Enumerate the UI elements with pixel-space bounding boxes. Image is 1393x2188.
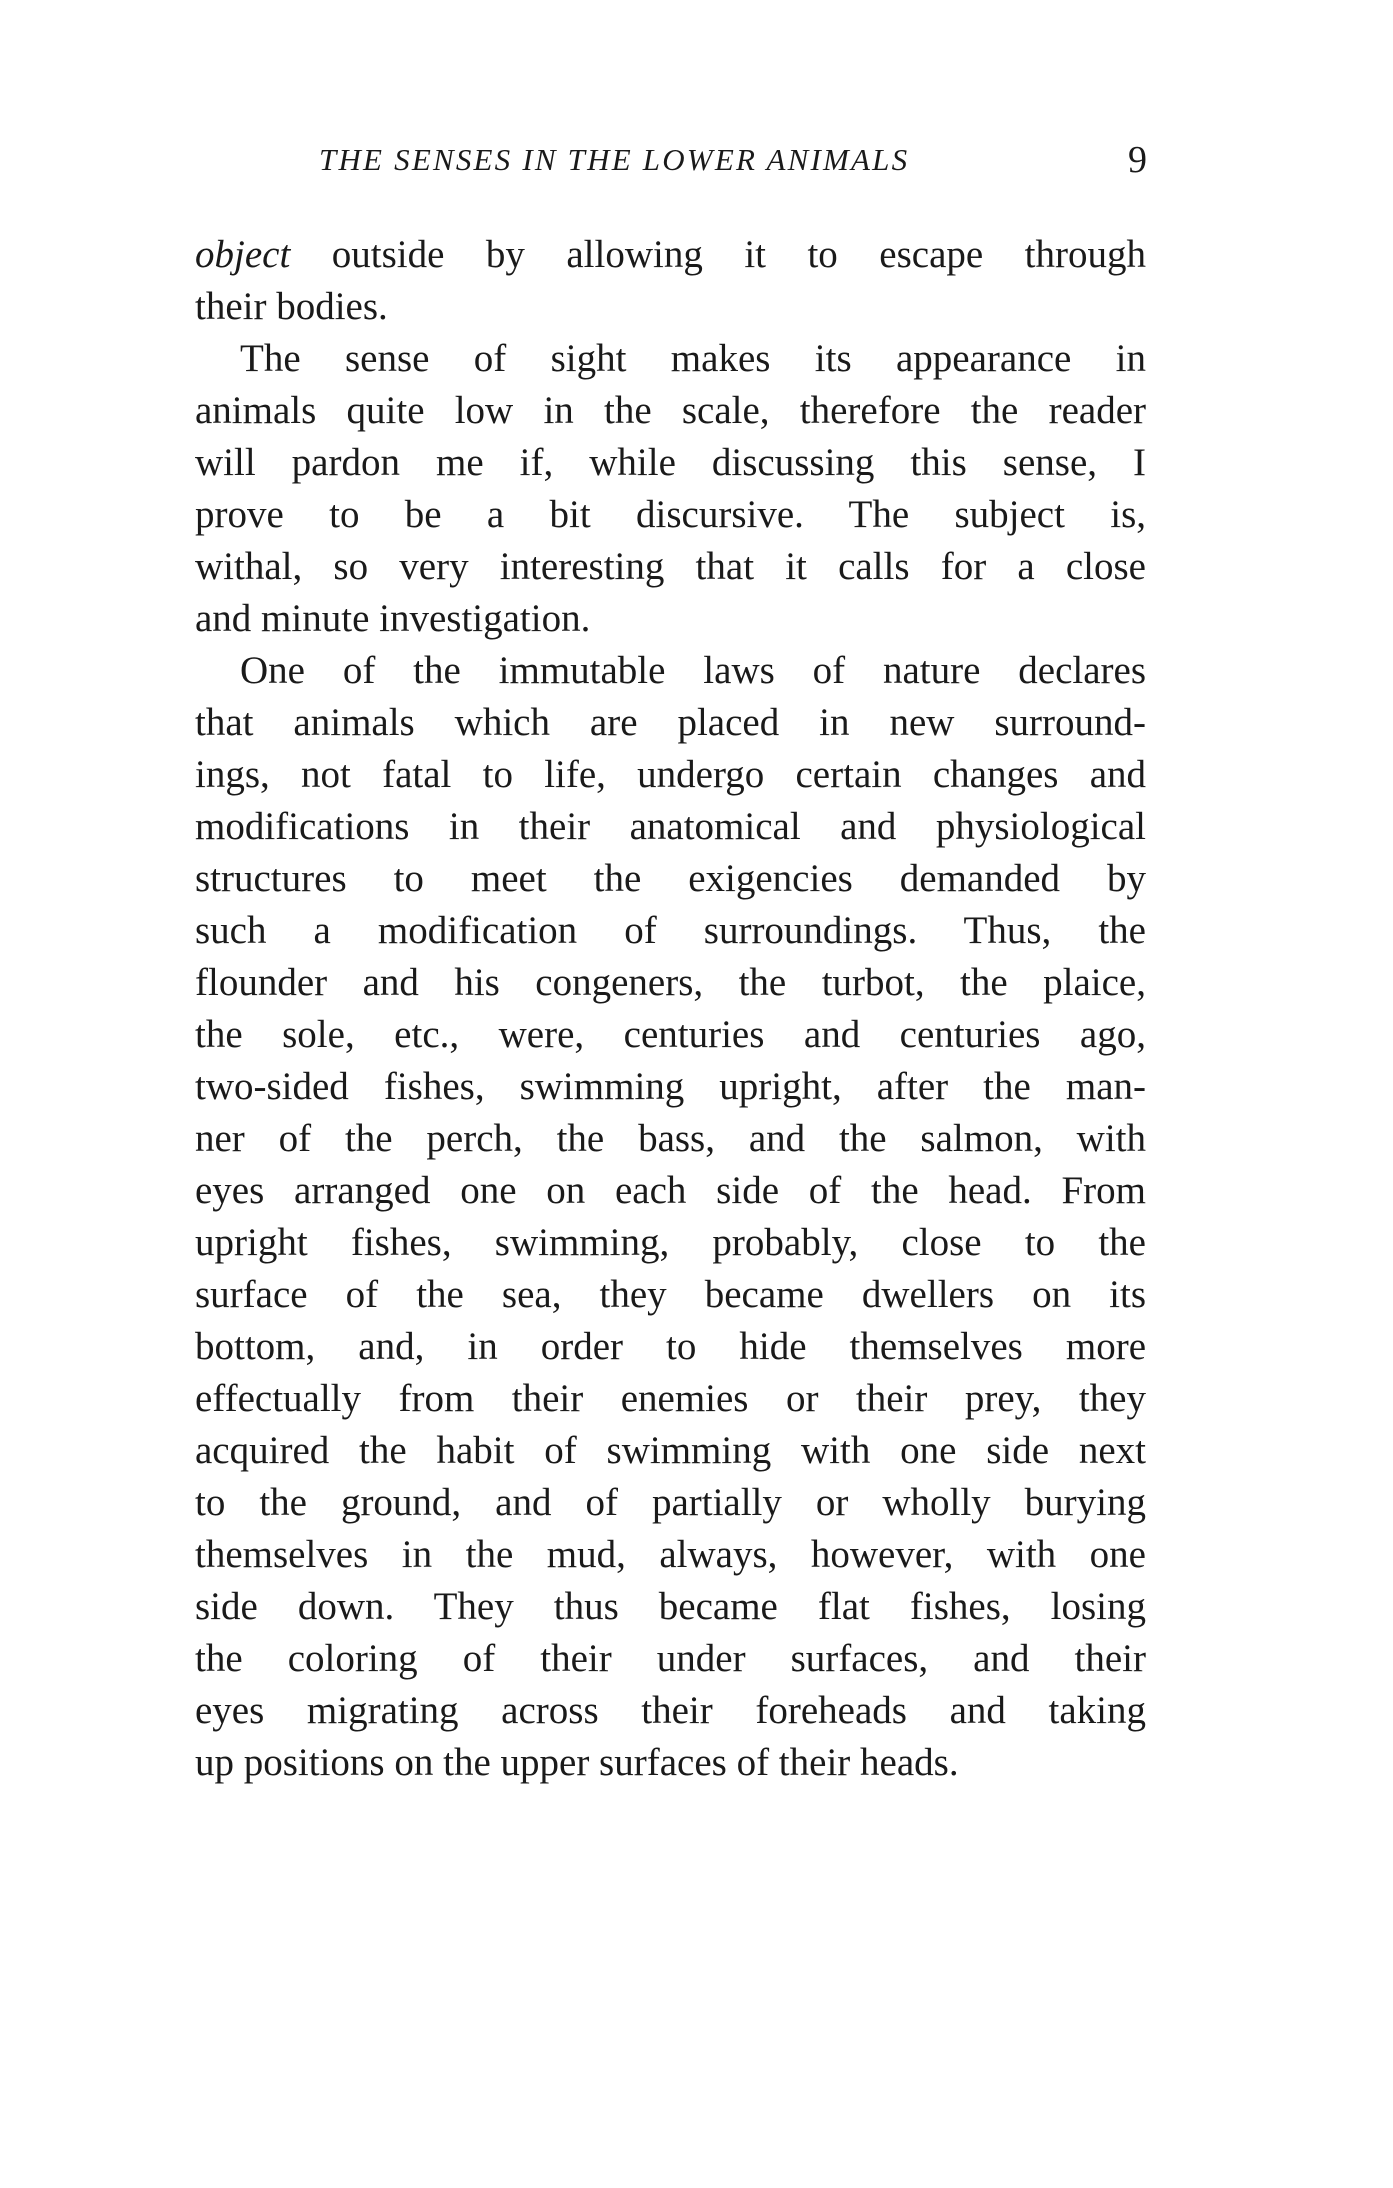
text-line xyxy=(195,1529,1146,1581)
italic-word: object xyxy=(195,233,291,276)
line-text: themselves in the mud, always, however, with one xyxy=(195,1533,1146,1576)
line-text: prove to be a bit discursive. The subject is, xyxy=(195,493,1146,536)
text-line xyxy=(195,229,1146,281)
text-line xyxy=(195,905,1146,957)
text-line xyxy=(195,1581,1146,1633)
text-line xyxy=(240,333,1146,385)
line-text: outside by allowing it to escape through xyxy=(290,233,1146,276)
line-text: ner of the perch, the bass, and the salmon, with xyxy=(195,1117,1146,1160)
text-line xyxy=(240,645,1146,697)
line-text: bottom, and, in order to hide themselves more xyxy=(195,1325,1146,1368)
line-text: withal, so very interesting that it calls for a close xyxy=(195,545,1146,588)
text-line xyxy=(195,385,1146,437)
text-line xyxy=(195,281,1146,333)
running-head: THE SENSES IN THE LOWER ANIMALS xyxy=(319,142,910,177)
line-text: to the ground, and of partially or wholly burying xyxy=(195,1481,1146,1524)
line-text: eyes migrating across their foreheads and taking xyxy=(195,1689,1146,1732)
line-text: eyes arranged one on each side of the head. From xyxy=(195,1169,1146,1212)
line-text: and minute investigation. xyxy=(195,597,591,640)
text-line xyxy=(195,957,1146,1009)
text-line xyxy=(195,1061,1146,1113)
text-line xyxy=(195,593,1146,645)
text-line xyxy=(195,1477,1146,1529)
line-text: the coloring of their under surfaces, and their xyxy=(195,1637,1146,1680)
line-text: The sense of sight makes its appearance in xyxy=(240,337,1146,380)
line-text: flounder and his congeners, the turbot, the plaice, xyxy=(195,961,1146,1004)
text-line xyxy=(195,1373,1146,1425)
text-line xyxy=(195,1113,1146,1165)
line-text: surface of the sea, they became dwellers on its xyxy=(195,1273,1146,1316)
line-text: two-sided fishes, swimming upright, after the man- xyxy=(195,1065,1146,1108)
line-text: side down. They thus became flat fishes, losing xyxy=(195,1585,1146,1628)
text-line xyxy=(195,801,1146,853)
text-line xyxy=(195,697,1146,749)
line-text: structures to meet the exigencies demanded by xyxy=(195,857,1146,900)
text-line xyxy=(195,1009,1146,1061)
line-text: their bodies. xyxy=(195,285,388,328)
line-text: up positions on the upper surfaces of their heads. xyxy=(195,1741,959,1784)
page-number: 9 xyxy=(1128,139,1147,181)
line-text: will pardon me if, while discussing this sense, I xyxy=(195,441,1146,484)
line-text: animals quite low in the scale, therefore the reader xyxy=(195,389,1146,432)
line-text: One of the immutable laws of nature declares xyxy=(240,649,1146,692)
line-text: ings, not fatal to life, undergo certain changes and xyxy=(195,753,1146,796)
text-line xyxy=(195,1685,1146,1737)
line-text: acquired the habit of swimming with one side next xyxy=(195,1429,1146,1472)
line-text: such a modification of surroundings. Thus, the xyxy=(195,909,1146,952)
text-line xyxy=(195,437,1146,489)
line-text: modifications in their anatomical and physiological xyxy=(195,805,1146,848)
text-line xyxy=(195,1269,1146,1321)
line-text: effectually from their enemies or their prey, they xyxy=(195,1377,1146,1420)
text-line xyxy=(195,853,1146,905)
text-line xyxy=(195,489,1146,541)
line-text: that animals which are placed in new surround- xyxy=(195,701,1146,744)
text-line xyxy=(195,1425,1146,1477)
line-text: the sole, etc., were, centuries and centuries ago, xyxy=(195,1013,1146,1056)
text-line xyxy=(195,541,1146,593)
text-line xyxy=(195,1217,1146,1269)
text-line xyxy=(195,1321,1146,1373)
text-line xyxy=(195,1633,1146,1685)
line-text: upright fishes, swimming, probably, close to the xyxy=(195,1221,1146,1264)
text-line xyxy=(195,1737,1146,1789)
text-line xyxy=(195,1165,1146,1217)
text-line xyxy=(195,749,1146,801)
